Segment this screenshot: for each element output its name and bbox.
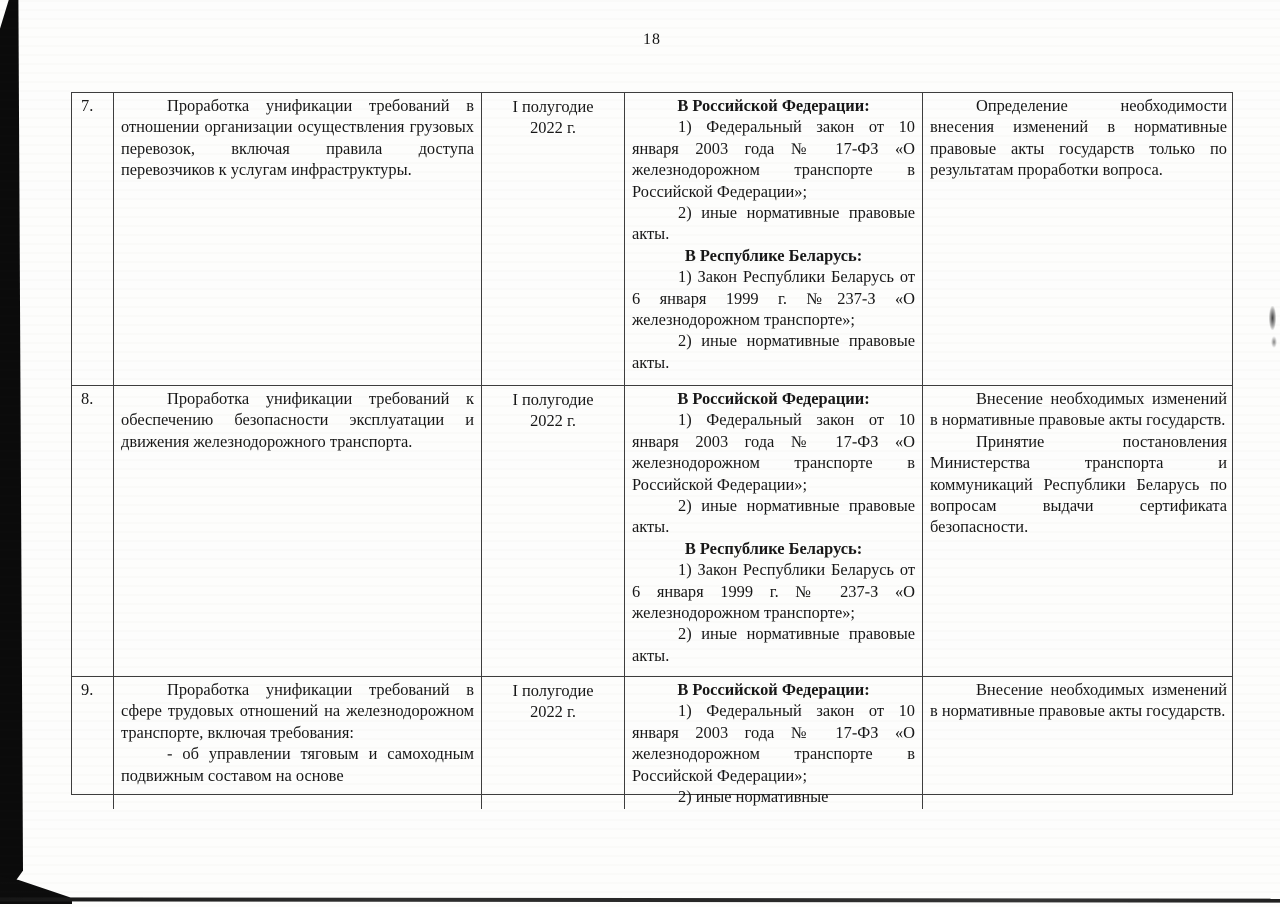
- table-row: [72, 93, 1232, 386]
- term-cell: [482, 386, 625, 676]
- legal-country-header: В Республике Беларусь:: [684, 245, 863, 265]
- legal-item: 2) иные нормативные правовые акты.: [632, 624, 915, 665]
- legal-item: 2) иные нормативные правовые акты.: [632, 331, 915, 372]
- legal-item: 1) Федеральный закон от 10 января 2003 года № 17-ФЗ «О железнодорожном транспорте в Российской Федерации»;: [632, 701, 915, 785]
- legal-item: 2) иные нормативные правовые акты.: [632, 496, 915, 537]
- row-number-cell: [72, 93, 114, 385]
- result-cell: [923, 93, 1234, 385]
- term-line: 2022 г.: [530, 118, 576, 138]
- term-line: I полугодие: [512, 97, 594, 116]
- term-cell: [482, 93, 625, 385]
- legal-item: 1) Закон Республики Беларусь от 6 января 1999 г. № 237-З «О железнодорожном транспорте»;: [632, 560, 915, 623]
- result-cell: [923, 677, 1234, 809]
- scan-page-edge-bottom: [0, 897, 1280, 902]
- task-paragraph: Проработка унификации требований к обеспечению безопасности эксплуатации и движения железнодорожного транспорта.: [121, 389, 474, 451]
- legal-basis-cell: [625, 386, 923, 676]
- term-line: 2022 г.: [530, 702, 576, 722]
- task-cell: [114, 93, 482, 385]
- row-number: 8.: [81, 389, 94, 408]
- result-paragraph: Внесение необходимых изменений в нормативные правовые акты государств.: [930, 680, 1227, 721]
- legal-country-header: В Российской Федерации:: [677, 389, 870, 408]
- result-paragraph: Внесение необходимых изменений в нормативные правовые акты государств.: [930, 389, 1227, 430]
- legal-item: 1) Федеральный закон от 10 января 2003 года № 17-ФЗ «О железнодорожном транспорте в Российской Федерации»;: [632, 117, 915, 201]
- legal-country-header: В Российской Федерации:: [677, 680, 870, 699]
- term-cell: [482, 677, 625, 809]
- page-number: 18: [643, 31, 661, 48]
- legal-basis-cell: [625, 677, 923, 809]
- row-number: 9.: [81, 680, 94, 699]
- scan-edge-bar-left: [0, 0, 23, 893]
- table-row: [72, 677, 1232, 807]
- row-number-cell: [72, 677, 114, 809]
- legal-basis-cell: [625, 93, 923, 385]
- result-paragraph: Принятие постановления Министерства транспорта и коммуникаций Республики Беларусь по вопросам выдачи сертификата безопасности.: [930, 431, 1227, 537]
- legal-item: 1) Закон Республики Беларусь от 6 января 1999 г. №237-З «О железнодорожном транспорте»;: [632, 267, 915, 330]
- task-paragraph: Проработка унификации требований в сфере трудовых отношений на железнодорожном транспорте, включая требования:: [121, 680, 474, 742]
- scan-smudge-right: [1271, 336, 1277, 348]
- term-line: I полугодие: [512, 390, 594, 409]
- legal-item: 2) иные нормативные: [678, 787, 829, 807]
- table-row: [72, 386, 1232, 677]
- row-number: 7.: [81, 96, 94, 115]
- task-cell: [114, 677, 482, 809]
- task-paragraph: - об управлении тяговым и самоходным подвижным составом на основе: [121, 744, 474, 785]
- planning-table: [71, 92, 1233, 807]
- legal-item: 2) иные нормативные правовые акты.: [632, 203, 915, 244]
- row-number-cell: [72, 386, 114, 676]
- result-paragraph: Определение необходимости внесения изменений в нормативные правовые акты государств только по результатам проработки вопроса.: [930, 96, 1227, 180]
- term-line: I полугодие: [512, 681, 594, 700]
- term-line: 2022 г.: [530, 411, 576, 431]
- scan-smudge-right: [1269, 306, 1276, 330]
- task-paragraph: Проработка унификации требований в отношении организации осуществления грузовых перевозок, включая правила доступа перевозчиков к услугам инфраструктуры.: [121, 96, 474, 180]
- task-cell: [114, 386, 482, 676]
- result-cell: [923, 386, 1234, 676]
- legal-country-header: В Российской Федерации:: [677, 96, 870, 115]
- legal-item: 1) Федеральный закон от 10 января 2003 года № 17-ФЗ «О железнодорожном транспорте в Российской Федерации»;: [632, 410, 915, 494]
- legal-country-header: В Республике Беларусь:: [684, 538, 863, 558]
